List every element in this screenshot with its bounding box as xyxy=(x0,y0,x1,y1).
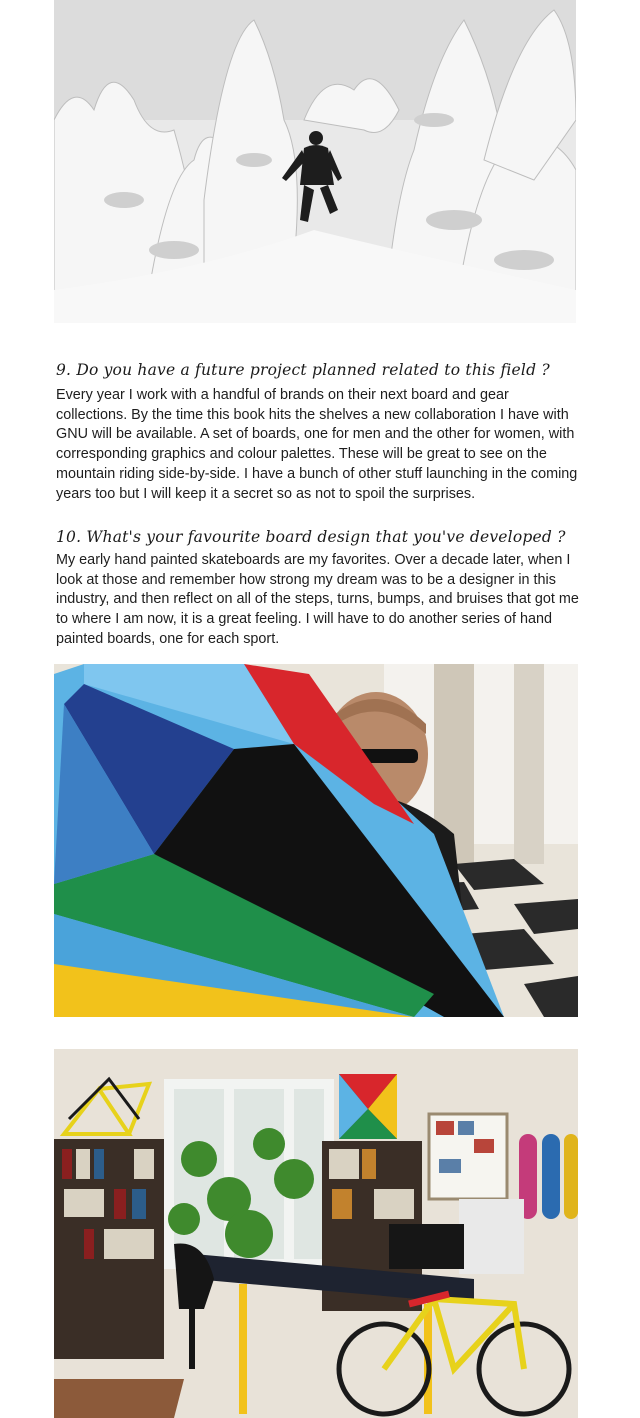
question-9: 9. Do you have a future project planned related to this field ? xyxy=(56,361,550,379)
diamond-painting-illustration xyxy=(54,664,578,1017)
answer-9: Every year I work with a handful of brands on their next board and gear collections. By the time this book hits the shelves a new collaboration I have with GNU will be available. A set of boards, one for men and the other for women, with corresponding graphics and colour palettes. These will be great to see on the mountain riding side-by-side. I have a bunch of other stuff launching in the coming years too but I will keep it a secret so as not to spoil the surprises. xyxy=(56,387,578,502)
photo-painted-diamond xyxy=(54,664,578,1017)
studio-illustration xyxy=(54,1049,578,1418)
photo-design-studio xyxy=(54,1049,578,1418)
snow-forest-illustration xyxy=(54,0,576,323)
photo-snowy-forest xyxy=(54,0,576,323)
answer-10: My early hand painted skateboards are my favorites. Over a decade later, when I look at those and remember how strong my dream was to be a designer in this industry, and then reflect on all of the steps, turns, bumps, and bruises that got me to where I am now, it is a great feeling. I will have to do another series of hand painted boards, one for each sport. xyxy=(56,552,579,647)
question-10: 10. What's your favourite board design that you've developed ? xyxy=(56,528,566,546)
